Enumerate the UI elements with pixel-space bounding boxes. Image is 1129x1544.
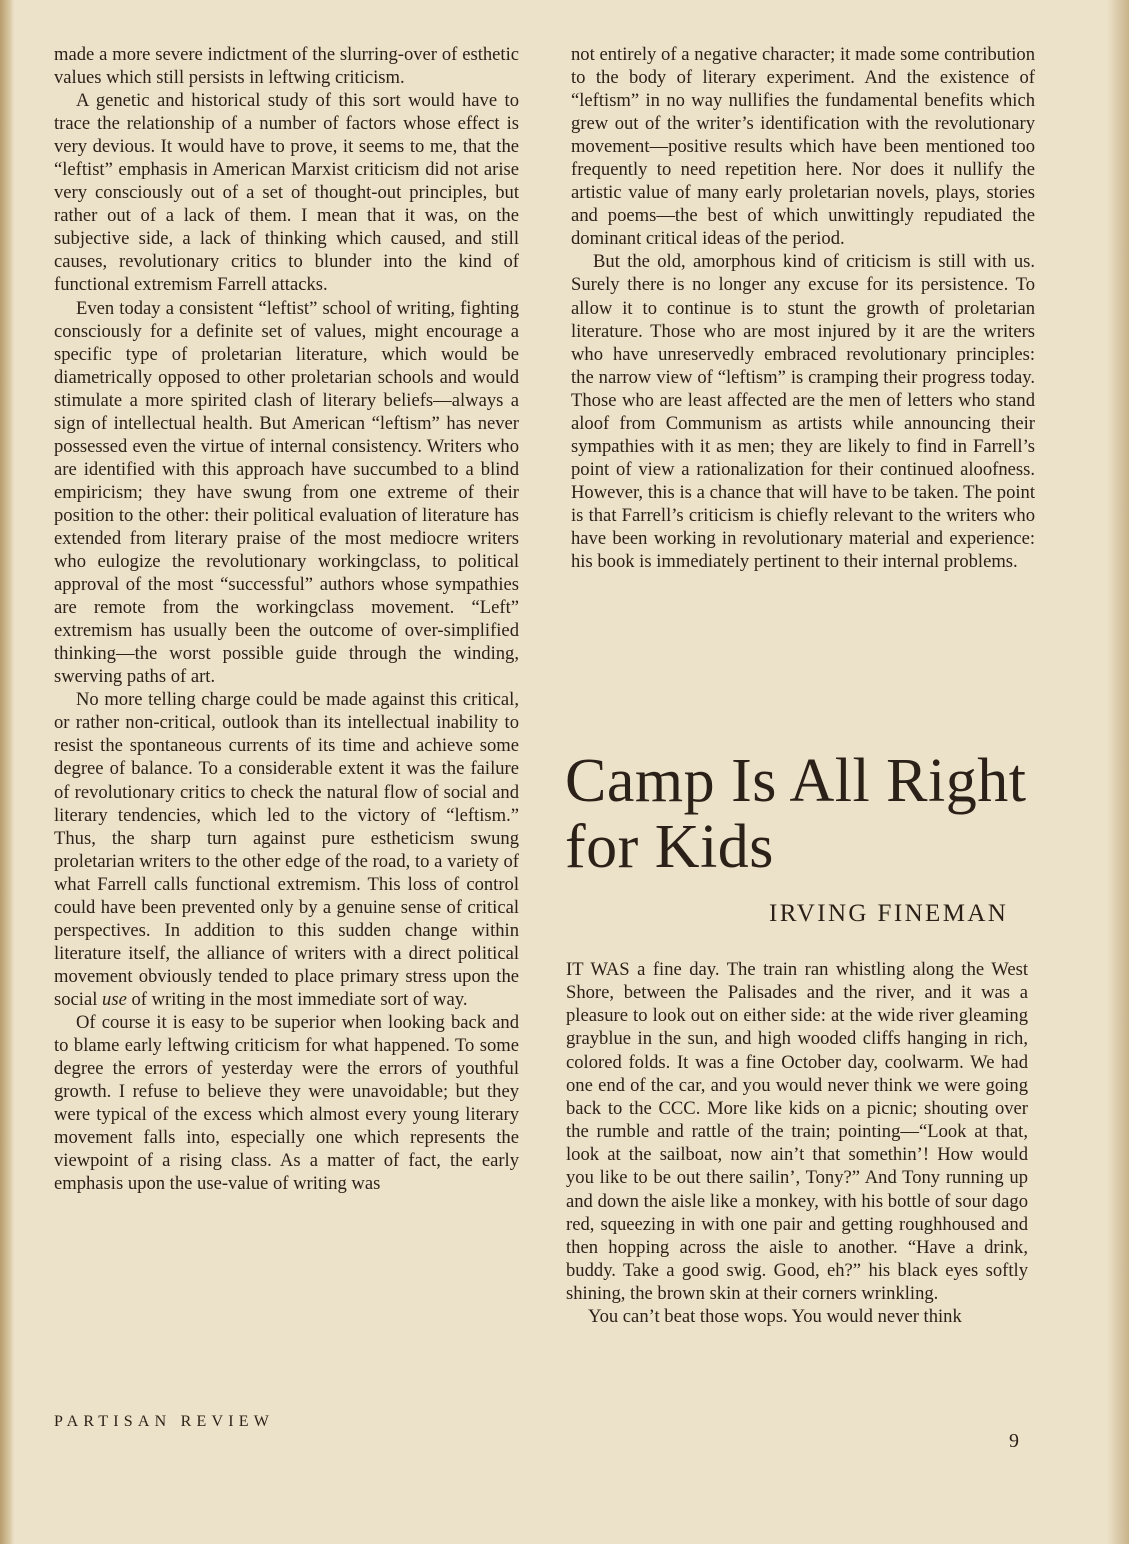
story-body	[566, 958, 1028, 1329]
page-number: 9	[1009, 1430, 1019, 1452]
page-binding-shadow	[0, 0, 14, 1544]
page-edge-shadow	[1107, 0, 1129, 1544]
italic-emphasis: use	[102, 988, 127, 1010]
right-column	[571, 43, 1035, 573]
paragraph-text-end: of writing in the most immediate sort of way.	[126, 988, 468, 1010]
paragraph: But the old, amorphous kind of criticism is still with us. Surely there is no longer any excuse for its persistence. To allow it to continue is to stunt the growth of proletarian literature. Those who are most injured by it are the writers who have unreservedly embraced revolutionary principles: the narrow view of “leftism” is cramping their progress today. Those who are least affected are the men of letters who stand aloof from Communism as artists while announcing their sympathies with it as men; they are likely to find in Farrell’s point of view a rationalization for their continued aloofness. However, this is a chance that will have to be taken. The point is that Farrell’s criticism is chiefly relevant to the writers who have been working in revolutionary material and experience: his book is immediately pertinent to their internal problems.	[571, 251, 1035, 573]
paragraph: not entirely of a negative character; it made some contribution to the body of literary experiment. And the existence of “leftism” in no way nullifies the fundamental benefits which grew out of the writer’s identification with the revolutionary movement—positive results which have been mentioned too frequently to need repetition here. Nor does it nullify the artistic value of many early proletarian novels, plays, stories and poems—the best of which unwittingly repudiated the dominant critical ideas of the period.	[571, 44, 1035, 250]
story-author: IRVING FINEMAN	[769, 900, 1009, 927]
paragraph: You can’t beat those wops. You would never think	[588, 1306, 962, 1328]
journal-name-footer: PARTISAN REVIEW	[54, 1413, 275, 1430]
paragraph: Of course it is easy to be superior when looking back and to blame early leftwing criticism for what happened. To some degree the errors of yesterday were the errors of youthful growth. I refuse to believe they were unavoidable; but they were typical of the excess which almost every young literary movement falls into, especially one which represents the viewpoint of a rising class. As a matter of fact, the early emphasis upon the use-value of writing was	[54, 1011, 519, 1195]
paragraph-text: No more telling charge could be made against this critical, or rather non-critical, outlook than its intellectual inability to resist the spontaneous currents of its time and achieve some degree of balance. To a considerable extent it was the failure of revolutionary critics to check the natural flow of social and literary tendencies, which led to the victory of “leftism.” Thus, the sharp turn against pure estheticism swung proletarian writers to the other edge of the road, to a variety of what Farrell calls functional extremism. This loss of control could have been prevented only by a genuine sense of critical perspectives. In addition to this sudden change within literature itself, the alliance of writers with a direct political movement obviously tended to place primary stress upon the social	[54, 689, 519, 1010]
story-title-line-1: Camp Is All Right	[565, 747, 1027, 815]
left-column	[54, 43, 519, 1195]
paragraph: Even today a consistent “leftist” school of writing, fighting consciously for a definite set of values, might encourage a specific type of proletarian literature, which would be diametrically opposed to other proletarian schools and would stimulate a more spirited clash of literary beliefs—always a sign of intellectual health. But American “leftism” has never possessed even the virtue of internal consistency. Writers who are identified with this approach have succumbed to a blind empiricism; they have swung from one extreme of their position to the other: their political evaluation of literature has extended from literary praise of the most mediocre writers who eulogize the revolutionary workingclass, to political approval of the most “successful” authors whose sympathies are remote from the workingclass movement. “Left” extremism has usually been the outcome of over-simplified thinking—the worst possible guide through the winding, swerving paths of art.	[54, 297, 519, 688]
paragraph	[54, 688, 519, 1011]
paragraph: made a more severe indictment of the slurring-over of esthetic values which still persists in leftwing criticism.	[54, 44, 519, 89]
paragraph: IT WAS a fine day. The train ran whistling along the West Shore, between the Palisades and the river, and it was a pleasure to look out on either side: at the wide river gleaming grayblue in the sun, and high wooded cliffs hanging in rich, colored folds. It was a fine October day, coolwarm. We had one end of the car, and you would never think we were going back to the CCC. More like kids on a picnic; shouting over the rumble and rattle of the train; pointing—“Look at that, look at the sailboat, now ain’t that somethin’! How would you like to be out there sailin’, Tony?” And Tony running up and down the aisle like a monkey, with his bottle of sour dago red, squeezing in with one pair and getting roughhoused and then hopping across the aisle to another. “Have a drink, buddy. Take a good swig. Good, eh?” his black eyes softly shining, the brown skin at their corners wrinkling.	[566, 959, 1028, 1305]
story-title	[565, 748, 1065, 880]
story-title-line-2: for Kids	[565, 813, 774, 881]
paragraph: A genetic and historical study of this sort would have to trace the relationship of a number of factors whose effect is very devious. It would have to prove, it seems to me, that the “leftist” emphasis in American Marxist criticism did not arise very consciously out of a set of thought-out principles, but rather out of a lack of them. I mean that it was, on the subjective side, a lack of thinking which caused, and still causes, revolutionary critics to blunder into the kind of functional extremism Farrell attacks.	[54, 90, 519, 296]
